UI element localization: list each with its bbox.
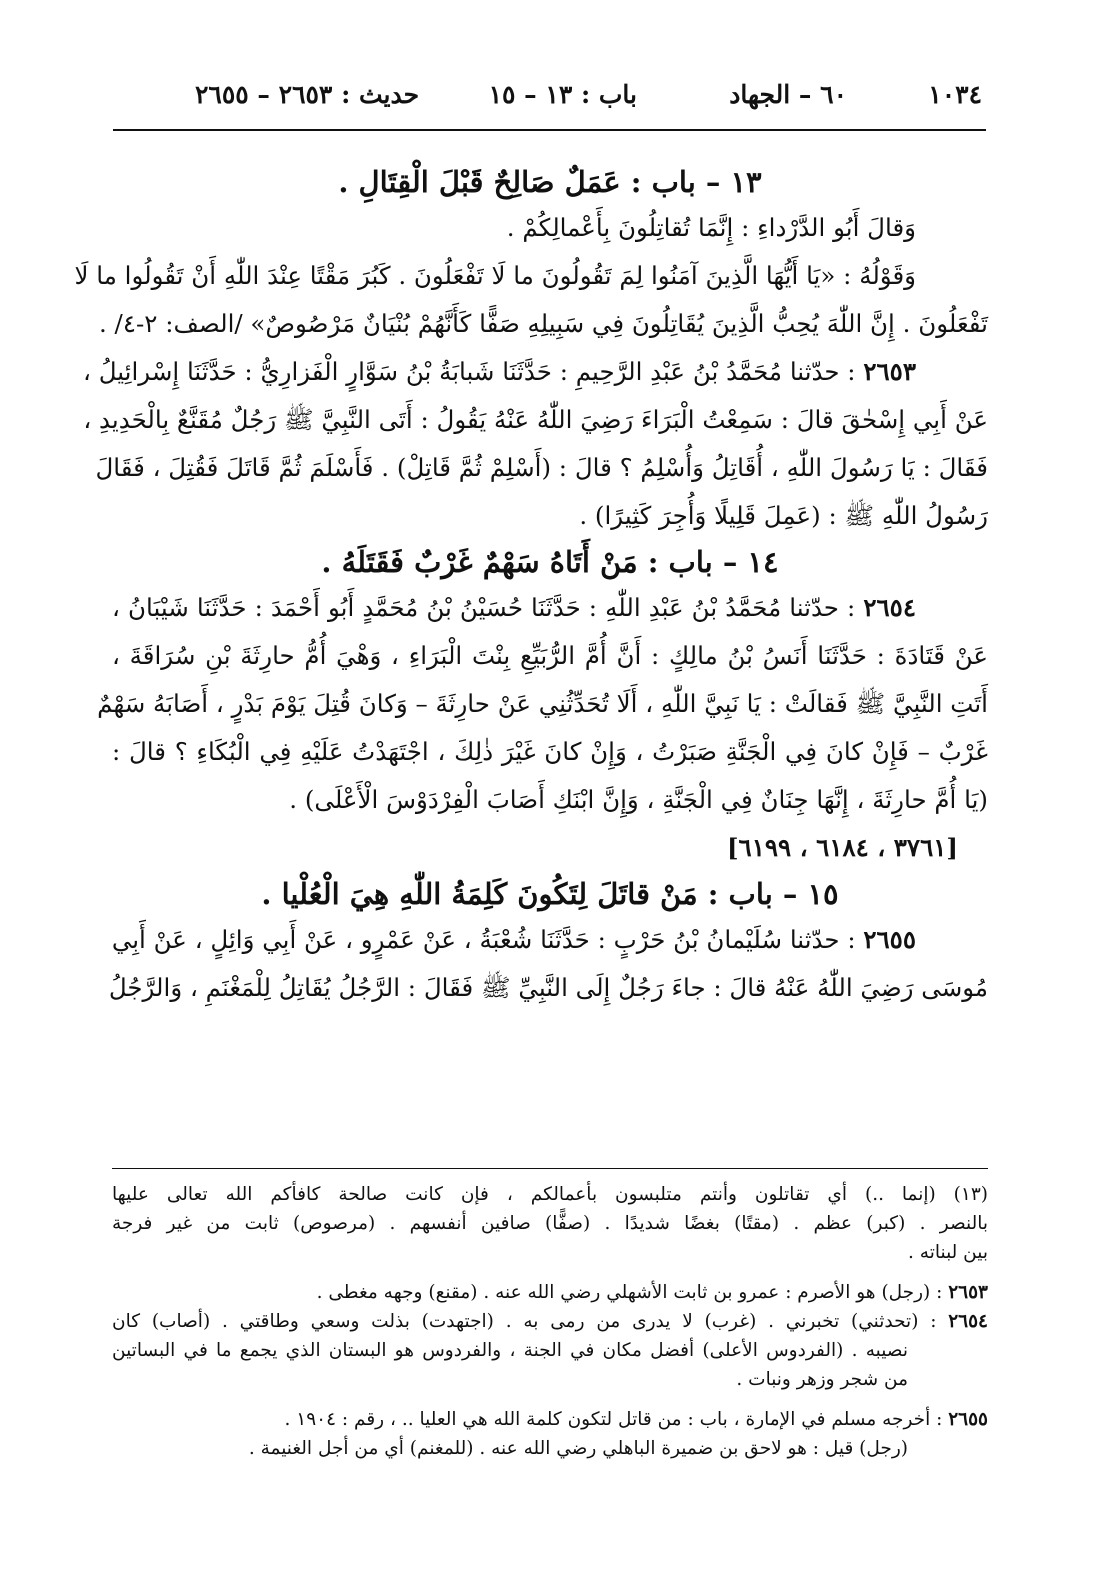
text-line: عَنْ أَبِي إِسْحٰقَ قالَ : سَمِعْتُ الْبَرَاءَ رَضِيَ اللّٰهُ عَنْهُ يَقُولُ : أَتَى النَّبِيَّ ﷺ رَجُلٌ مُقَنَّعٌ بِالْحَدِيدِ ،	[83, 405, 988, 434]
chapter-14-title: ١٤ – باب : مَنْ أَتَاهُ سَهْمٌ غَرْبٌ فَقَتَلَهُ .	[321, 545, 779, 579]
hadith-2654-line: ٢٦٥٤ : حدّثنا مُحَمَّدُ بْنُ عَبْدِ اللّٰهِ : حَدَّثَنَا حُسَيْنُ بْنُ مُحَمَّدٍ أَبُو أَحْمَدَ : حَدَّثَنَا شَيْبَانُ ،	[112, 593, 916, 622]
text-line: فَقَالَ : يَا رَسُولَ اللّٰهِ ، أُقَاتِلُ وَأُسْلِمُ ؟ قالَ : (أَسْلِمْ ثُمَّ قَاتِلْ) . فَأَسْلَمَ ثُمَّ قَاتَلَ فَقُتِلَ ، فَقَالَ	[95, 453, 988, 482]
text-line: رَسُولُ اللّٰهِ ﷺ : (عَمِلَ قَلِيلًا وَأُجِرَ كَثِيرًا) .	[579, 501, 988, 530]
text-line: وَقَوْلُهُ : «يَا أَيُّهَا الَّذِينَ آمَنُوا لِمَ تَقُولُونَ ما لَا تَفْعَلُونَ . كَبُرَ مَقْتًا عِنْدَ اللّٰهِ أَنْ تَقُولُوا ما لَا	[74, 261, 916, 290]
text-line: تَفْعَلُونَ . إِنَّ اللّٰهَ يُحِبُّ الَّذِينَ يُقَاتِلُونَ فِي سَبِيلِهِ صَفًّا كَأَنَّهُمْ بُنْيَانٌ مَرْصُوصٌ» /الصف: ٢-٤/ .	[98, 309, 988, 338]
footnote-2655: ٢٦٥٥ : أخرجه مسلم في الإمارة ، باب : من قاتل لتكون كلمة الله هي العليا .. ، رقم : ١٩٠٤ .	[284, 1409, 988, 1430]
footnote-rule	[112, 1168, 988, 1169]
footnote-line: بين لبناته .	[908, 1242, 988, 1263]
text-line: غَرْبٌ – فَإِنْ كانَ فِي الْجَنَّةِ صَبَرْتُ ، وَإِنْ كانَ غَيْرَ ذٰلِكَ ، اجْتَهَدْتُ عَلَيْهِ فِي الْبُكَاءِ ؟ قالَ :	[112, 737, 988, 766]
hadith-number: ٢٦٥٤	[863, 593, 916, 622]
footnote-2653: ٢٦٥٣ : (رجل) هو الأصرم : عمرو بن ثابت الأشهلي رضي الله عنه . (مقنع) وجهه مغطى .	[316, 1282, 988, 1303]
book-title: ٦٠ – الجهاد	[729, 80, 847, 109]
footnote-line: نصيبه . (الفردوس الأعلى) أفضل مكان في الجنة ، والفردوس هو البستان الذي يجمع ما في البساتين	[112, 1340, 908, 1361]
cross-references: [٣٧٦١ ، ٦١٨٤ ، ٦١٩٩]	[726, 833, 958, 862]
footnote-number: ٢٦٥٥	[948, 1409, 988, 1430]
text-line: وَقالَ أَبُو الدَّرْداءِ : إِنَّمَا تُقاتِلُونَ بِأَعْمالِكُمْ .	[506, 213, 916, 242]
hadith-number: ٢٦٥٥	[863, 925, 916, 954]
header-rule	[113, 129, 986, 131]
page-header	[195, 80, 982, 120]
footnote-number: ٢٦٥٤	[948, 1311, 988, 1332]
footnote-2654: ٢٦٥٤ : (تحدثني) تخبرني . (غرب) لا يدرى من رمى به . (اجتهدت) بذلت وسعي وطاقتي . (أصاب) كان	[112, 1311, 988, 1332]
chapter-15-title: ١٥ – باب : مَنْ قاتَلَ لِتَكُونَ كَلِمَةُ اللّٰهِ هِيَ الْعُلْيا .	[261, 877, 839, 911]
text-line: (يَا أُمَّ حارِثَةَ ، إِنَّهَا جِنَانٌ فِي الْجَنَّةِ ، وَإِنَّ ابْنَكِ أَصَابَ الْفِرْدَوْسَ الْأَعْلَى) .	[289, 785, 988, 814]
text-line: عَنْ قَتَادَةَ : حَدَّثَنَا أَنَسُ بْنُ مالِكٍ : أَنَّ أُمَّ الرُّبَيِّعِ بِنْتَ الْبَرَاءِ ، وَهْيَ أُمُّ حارِثَةَ بْنِ سُرَاقَةَ ،	[112, 641, 988, 670]
footnote-number: ٢٦٥٣	[948, 1282, 988, 1303]
hadith-number: ٢٦٥٣	[863, 357, 916, 386]
hadith-2653-line: ٢٦٥٣ : حدّثنا مُحَمَّدُ بْنُ عَبْدِ الرَّحِيمِ : حَدَّثَنَا شَبابَةُ بْنُ سَوَّارٍ الْفَزارِيُّ : حَدَّثَنَا إِسْرائِيلُ ،	[83, 357, 916, 386]
chapter-13-title: ١٣ – باب : عَمَلٌ صَالِحٌ قَبْلَ الْقِتَالِ .	[338, 165, 762, 199]
text-line: مُوسَى رَضِيَ اللّٰهُ عَنْهُ قالَ : جاءَ رَجُلٌ إِلَى النَّبِيِّ ﷺ فَقَالَ : الرَّجُلُ يُقَاتِلُ لِلْمَغْنَمِ ، وَالرَّجُلُ	[108, 973, 988, 1002]
text-line: أَتَتِ النَّبِيَّ ﷺ فَقالَتْ : يَا نَبِيَّ اللّٰهِ ، أَلَا تُحَدِّثُنِي عَنْ حارِثَةَ – وَكانَ قُتِلَ يَوْمَ بَدْرٍ ، أَصَابَهُ سَهْمٌ	[97, 689, 988, 718]
hadith-2655-line: ٢٦٥٥ : حدّثنا سُلَيْمانُ بْنُ حَرْبٍ : حَدَّثَنَا شُعْبَةُ ، عَنْ عَمْرٍو ، عَنْ أَبِي وَائِلٍ ، عَنْ أَبِي	[111, 925, 916, 954]
footnote-line: (١٣) (إنما ..) أي تقاتلون وأنتم متلبسون بأعمالكم ، فإن كانت صالحة كافأكم الله تعالى عليها	[112, 1184, 988, 1205]
main-text	[74, 160, 988, 1012]
page-number: ١٠٣٤	[928, 80, 982, 109]
chapter-range: باب : ١٣ – ١٥	[488, 80, 637, 109]
footnotes	[112, 1180, 988, 1463]
footnote-line: من شجر وزهر ونبات .	[736, 1369, 908, 1390]
footnote-line: (رجل) قيل : هو لاحق بن ضميرة الباهلي رضي الله عنه . (للمغنم) أي من أجل الغنيمة .	[248, 1438, 908, 1459]
footnote-line: بالنصر . (كبر) عظم . (مقتًا) بغضًا شديدًا . (صفًّا) صافين أنفسهم . (مرصوص) ثابت من غير فرجة	[112, 1213, 988, 1234]
hadith-range: حديث : ٢٦٥٣ – ٢٦٥٥	[195, 80, 420, 109]
